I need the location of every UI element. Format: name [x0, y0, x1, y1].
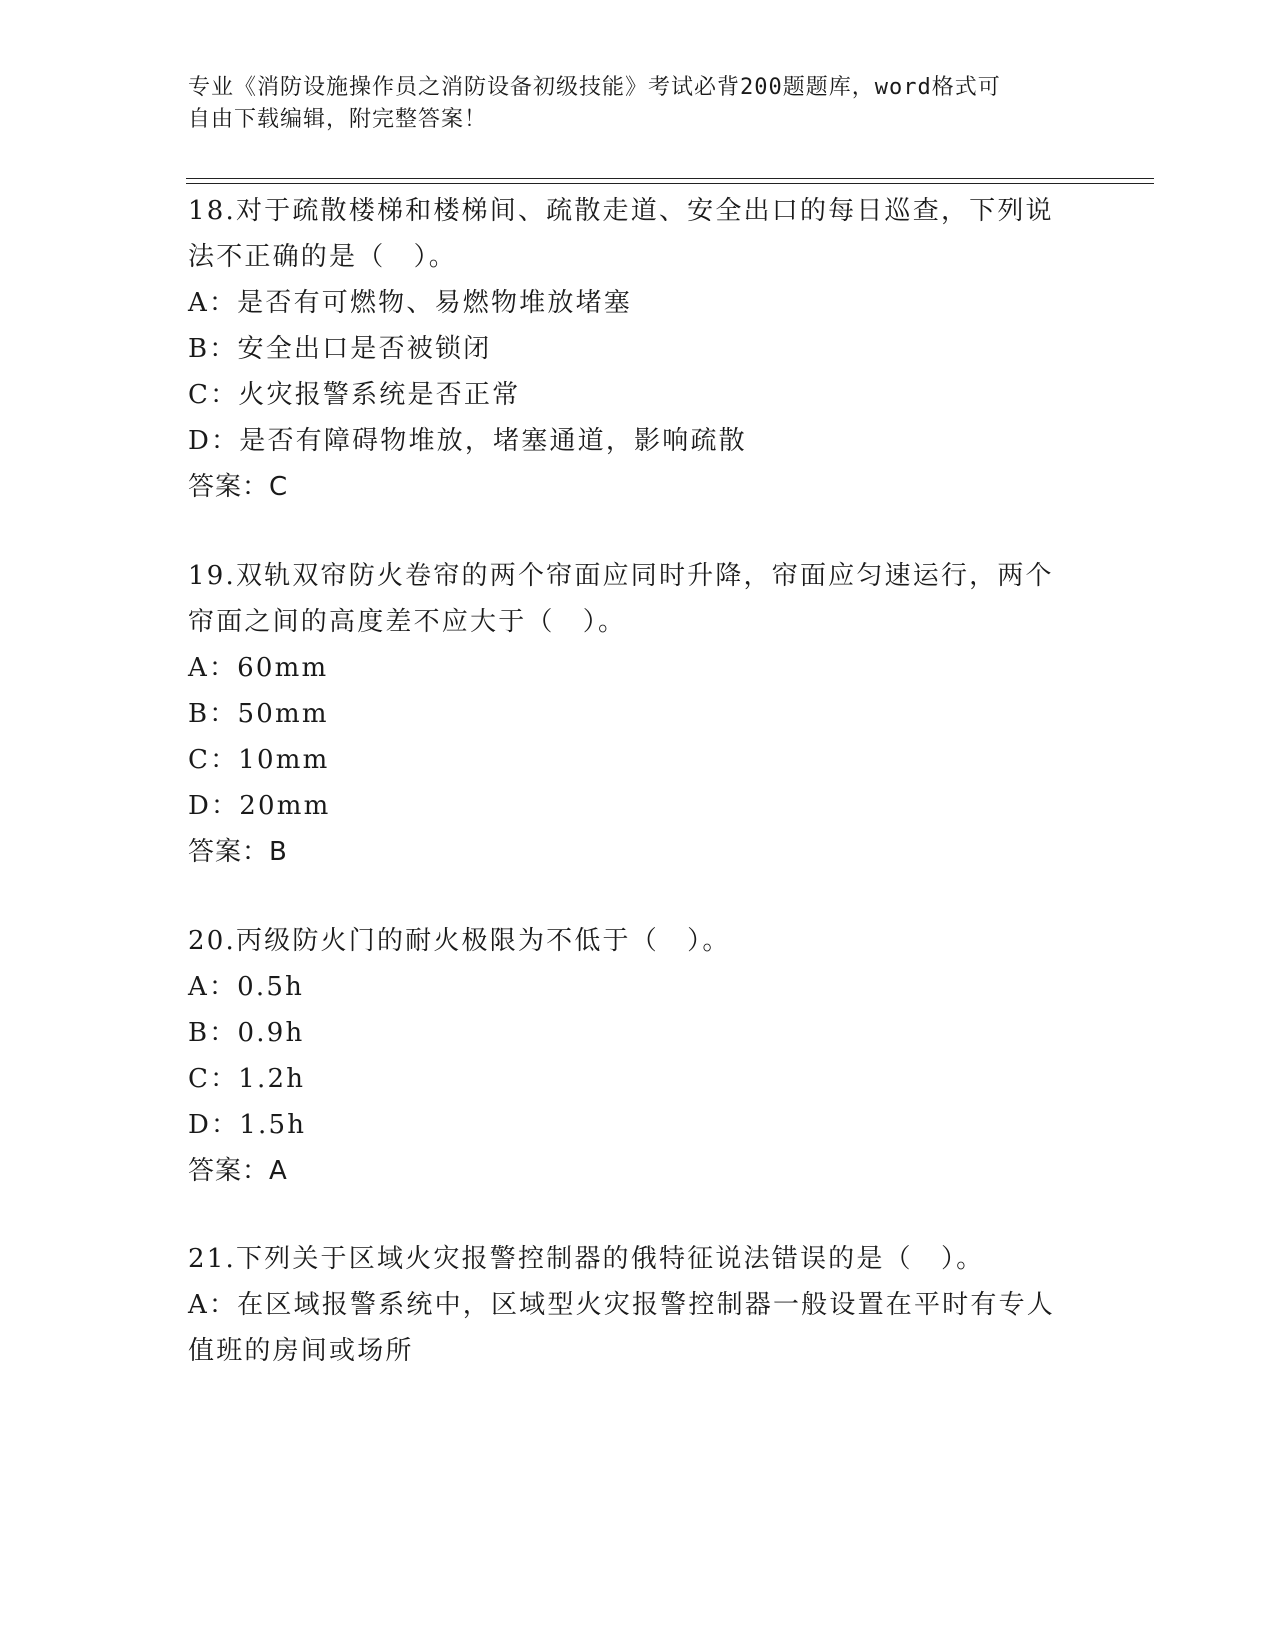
header-rule-bottom: [186, 183, 1154, 184]
option-c: C：10mm: [188, 745, 330, 775]
question-stem: 19.双轨双帘防火卷帘的两个帘面应同时升降，帘面应匀速运行，两个: [188, 561, 1054, 591]
question-stem: 21.下列关于区域火灾报警控制器的俄特征说法错误的是（ ）。: [188, 1244, 985, 1274]
answer: 答案：C: [188, 472, 289, 502]
question-stem: 法不正确的是（ ）。: [188, 242, 458, 272]
question-19: [188, 553, 1088, 875]
option-d: D：20mm: [188, 791, 331, 821]
question-stem: 18.对于疏散楼梯和楼梯间、疏散走道、安全出口的每日巡查，下列说: [188, 196, 1054, 226]
option-d: D：是否有障碍物堆放，堵塞通道，影响疏散: [188, 426, 747, 456]
option-a: A：是否有可燃物、易燃物堆放堵塞: [188, 288, 632, 318]
option-a-continued: 值班的房间或场所: [188, 1336, 414, 1366]
option-b: B：安全出口是否被锁闭: [188, 334, 492, 364]
answer: 答案：B: [188, 837, 288, 867]
option-c: C：火灾报警系统是否正常: [188, 380, 521, 410]
option-b: B：50mm: [188, 699, 329, 729]
question-stem: 20.丙级防火门的耐火极限为不低于（ ）。: [188, 926, 731, 956]
question-stem: 帘面之间的高度差不应大于（ ）。: [188, 607, 627, 637]
answer: 答案：A: [188, 1156, 288, 1186]
header-line-2: 自由下载编辑，附完整答案！: [188, 107, 488, 132]
document-header: [188, 72, 1068, 136]
option-c: C：1.2h: [188, 1064, 306, 1094]
option-a: A：在区域报警系统中，区域型火灾报警控制器一般设置在平时有专人: [188, 1290, 1055, 1320]
question-18: [188, 188, 1088, 510]
question-21: [188, 1236, 1088, 1374]
option-a: A：0.5h: [188, 972, 305, 1002]
header-rule-top: [186, 178, 1154, 179]
header-line-1: 专业《消防设施操作员之消防设备初级技能》考试必背200题题库，word格式可: [188, 75, 1001, 100]
question-20: [188, 918, 1088, 1194]
option-b: B：0.9h: [188, 1018, 305, 1048]
option-d: D：1.5h: [188, 1110, 307, 1140]
option-a: A：60mm: [188, 653, 329, 683]
